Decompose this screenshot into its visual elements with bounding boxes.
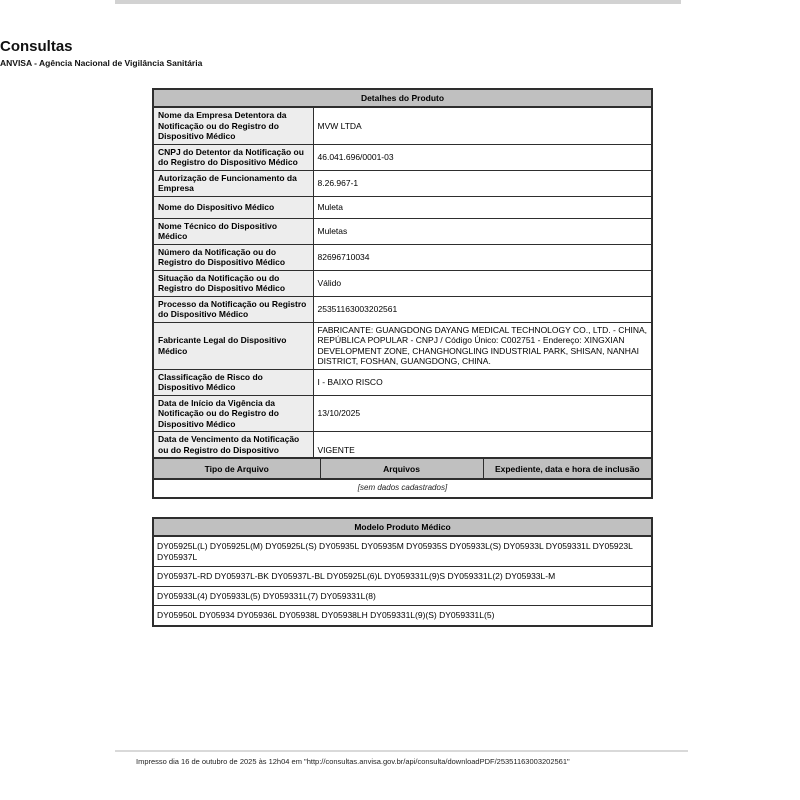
row-label-risk-class: Classificação de Risco do Dispositivo Médico <box>153 369 313 395</box>
row-value-technical-name: Muletas <box>313 218 652 244</box>
row-value-device-name: Muleta <box>313 196 652 218</box>
table-row <box>153 586 652 606</box>
row-value-company-name: MVW LTDA <box>313 107 652 144</box>
row-value-status: Válido <box>313 270 652 296</box>
table-row <box>153 144 652 170</box>
table-header-row <box>153 458 652 479</box>
table-row <box>153 218 652 244</box>
table-row <box>153 244 652 270</box>
row-label-authorization: Autorização de Funcionamento da Empresa <box>153 170 313 196</box>
table-row <box>153 567 652 587</box>
details-table-title: Detalhes do Produto <box>153 89 652 107</box>
models-row-4: DY05950L DY05934 DY05936L DY05938L DY05938LH DY059331L(9)(S) DY059331L(5) <box>153 606 652 626</box>
row-value-authorization: 8.26.967-1 <box>313 170 652 196</box>
table-row <box>153 107 652 144</box>
row-label-legal-manufacturer: Fabricante Legal do Dispositivo Médico <box>153 322 313 369</box>
row-label-process: Processo da Notificação ou Registro do Dispositivo Médico <box>153 296 313 322</box>
table-header-row <box>153 89 652 107</box>
files-empty-message: [sem dados cadastrados] <box>153 479 652 498</box>
page-top-edge <box>115 0 681 4</box>
row-value-registry-number: 82696710034 <box>313 244 652 270</box>
files-table <box>152 457 653 499</box>
row-value-validity-start: 13/10/2025 <box>313 395 652 432</box>
row-label-validity-start: Data de Início da Vigência da Notificação ou do Registro do Dispositivo Médico <box>153 395 313 432</box>
table-row <box>153 606 652 626</box>
row-label-registry-number: Número da Notificação ou do Registro do Dispositivo Médico <box>153 244 313 270</box>
table-row <box>153 296 652 322</box>
table-row <box>153 196 652 218</box>
table-row <box>153 536 652 567</box>
page-subtitle: ANVISA - Agência Nacional de Vigilância Sanitária <box>0 58 203 68</box>
table-row <box>153 369 652 395</box>
table-row <box>153 322 652 369</box>
models-row-3: DY05933L(4) DY05933L(5) DY059331L(7) DY059331L(8) <box>153 586 652 606</box>
models-table <box>152 517 653 627</box>
table-header-row <box>153 518 652 536</box>
row-label-cnpj: CNPJ do Detentor da Notificação ou do Registro do Dispositivo Médico <box>153 144 313 170</box>
table-row <box>153 479 652 498</box>
files-col-type: Tipo de Arquivo <box>153 458 320 479</box>
page-bottom-edge <box>115 750 688 752</box>
row-value-expiry-date: VIGENTE <box>313 432 652 469</box>
product-details-table <box>152 88 653 470</box>
row-value-cnpj: 46.041.696/0001-03 <box>313 144 652 170</box>
row-label-device-name: Nome do Dispositivo Médico <box>153 196 313 218</box>
row-value-legal-manufacturer: FABRICANTE: GUANGDONG DAYANG MEDICAL TECHNOLOGY CO., LTD. - CHINA, REPÚBLICA POPULAR - CNPJ / Código Único: C002751 - Endereço: XINGXIAN DEVELOPMENT ZONE, CHANGHONGLING INDUSTRIAL PARK, SHISAN, NANHAI DISTRICT, FOSHAN, GUANGDONG, CHINA. <box>313 322 652 369</box>
page-title: Consultas <box>0 38 73 55</box>
models-row-2: DY05937L-RD DY05937L-BK DY05937L-BL DY05925L(6)L DY059331L(9)S DY059331L(2) DY05933L-M <box>153 567 652 587</box>
row-label-company-name: Nome da Empresa Detentora da Notificação ou do Registro do Dispositivo Médico <box>153 107 313 144</box>
print-timestamp-note: Impresso dia 16 de outubro de 2025 às 12h04 em "http://consultas.anvisa.gov.br/api/consulta/downloadPDF/25351163003202561" <box>136 757 570 766</box>
models-row-1: DY05925L(L) DY05925L(M) DY05925L(S) DY05935L DY05935M DY05935S DY05933L(S) DY05933L DY059331L DY05923L DY05937L <box>153 536 652 567</box>
row-label-technical-name: Nome Técnico do Dispositivo Médico <box>153 218 313 244</box>
row-value-process: 25351163003202561 <box>313 296 652 322</box>
table-row <box>153 395 652 432</box>
files-col-record: Expediente, data e hora de inclusão <box>483 458 652 479</box>
row-label-status: Situação da Notificação ou do Registro do Dispositivo Médico <box>153 270 313 296</box>
table-row <box>153 170 652 196</box>
table-row <box>153 270 652 296</box>
files-col-files: Arquivos <box>320 458 483 479</box>
row-value-risk-class: I - BAIXO RISCO <box>313 369 652 395</box>
models-table-title: Modelo Produto Médico <box>153 518 652 536</box>
row-label-expiry-date: Data de Vencimento da Notificação ou do Registro do Dispositivo <box>153 432 313 469</box>
